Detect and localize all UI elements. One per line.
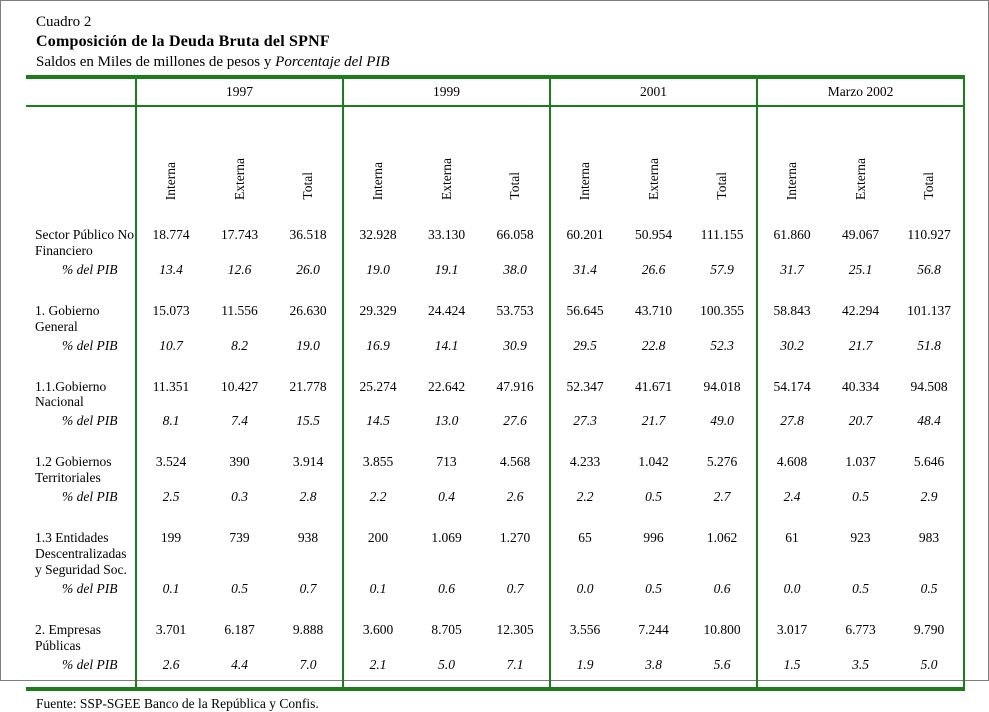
subcolumn-header-row — [26, 106, 964, 216]
pib-value-cell: 1.5 — [757, 655, 826, 689]
pib-value-cell: 0.7 — [506, 580, 524, 596]
subtitle-regular: Saldos en Miles de millones de pesos y — [36, 53, 276, 70]
pib-value-cell: 26.0 — [296, 261, 320, 277]
pib-value-cell: 14.1 — [434, 337, 459, 353]
value-cell: 3.017 — [757, 611, 826, 655]
value-cell: 11.556 — [221, 302, 258, 318]
pib-row-label: % del PIB — [62, 656, 118, 672]
pib-value-cell: 25.1 — [848, 261, 873, 277]
colhead-label: Externa — [231, 157, 247, 200]
colhead-label: Interna — [163, 161, 179, 200]
pib-value-cell: 30.9 — [503, 337, 527, 353]
pib-value-cell: 0.5 — [231, 580, 248, 596]
pib-value-cell: 13.4 — [136, 260, 205, 292]
pib-value-cell: 2.2 — [550, 487, 619, 519]
pib-value-cell: 0.1 — [136, 579, 205, 611]
colhead-label: Externa — [645, 157, 661, 200]
value-cell: 5.276 — [706, 454, 738, 470]
pib-value-cell: 20.7 — [848, 413, 873, 429]
value-cell: 1.042 — [638, 454, 669, 470]
colhead-label: Interna — [577, 161, 593, 200]
year-header-1997: 1997 — [136, 77, 343, 106]
pib-value-cell: 3.8 — [645, 656, 662, 672]
pib-value-cell: 49.0 — [710, 413, 734, 429]
value-cell: 3.556 — [550, 611, 619, 655]
value-cell: 3.600 — [343, 611, 412, 655]
pib-value-cell: 0.4 — [438, 489, 455, 505]
pib-value-cell: 13.0 — [434, 413, 459, 429]
pib-value-cell: 26.6 — [641, 261, 666, 277]
value-cell: 24.424 — [427, 302, 466, 318]
pib-value-cell: 5.0 — [895, 655, 964, 689]
value-cell: 54.174 — [757, 368, 826, 412]
pib-row-label: % del PIB — [62, 413, 118, 429]
pib-value-cell: 4.4 — [231, 656, 248, 672]
value-cell: 200 — [343, 519, 412, 579]
value-cell: 996 — [643, 530, 664, 546]
pib-value-cell: 8.2 — [231, 337, 248, 353]
colhead-total — [895, 106, 964, 216]
pib-value-cell: 5.6 — [713, 656, 731, 672]
colhead-interna — [343, 106, 412, 216]
colhead-label: Externa — [438, 157, 454, 200]
pib-row-label: % del PIB — [62, 261, 118, 277]
table-row-name-2 — [26, 368, 964, 412]
value-cell: 66.058 — [496, 226, 534, 242]
table-row-pib-0 — [26, 260, 964, 292]
value-cell: 22.642 — [427, 378, 466, 394]
pib-value-cell: 3.5 — [852, 656, 869, 672]
row-label: Sector Público No Financiero — [35, 226, 134, 258]
pib-value-cell: 0.6 — [438, 580, 455, 596]
colhead-label: Total — [300, 172, 316, 200]
row-label: 1.3 Entidades Descentralizadas y Seguridad Soc. — [35, 530, 127, 578]
value-cell: 26.630 — [289, 302, 327, 318]
pib-value-cell: 12.6 — [227, 261, 252, 277]
value-cell: 3.524 — [136, 443, 205, 487]
table-row-name-0 — [26, 216, 964, 260]
row-label: 2. Empresas Públicas — [35, 621, 101, 653]
value-cell: 10.427 — [220, 378, 259, 394]
pib-value-cell: 19.0 — [343, 260, 412, 292]
colhead-externa — [826, 106, 895, 216]
pib-value-cell: 16.9 — [343, 336, 412, 368]
pib-value-cell: 0.0 — [757, 579, 826, 611]
value-cell: 47.916 — [496, 378, 534, 394]
pib-value-cell: 21.7 — [641, 413, 666, 429]
value-cell: 7.244 — [638, 621, 669, 637]
value-cell: 5.646 — [895, 443, 964, 487]
pib-row-label: % del PIB — [62, 489, 118, 505]
pib-value-cell: 0.1 — [343, 579, 412, 611]
value-cell: 10.800 — [703, 621, 741, 637]
pib-value-cell: 0.5 — [852, 580, 869, 596]
value-cell: 3.914 — [292, 454, 324, 470]
value-cell: 938 — [297, 530, 319, 546]
row-label: 1.2 Gobiernos Territoriales — [35, 454, 112, 486]
value-cell: 60.201 — [550, 216, 619, 260]
value-cell: 58.843 — [757, 292, 826, 336]
pib-value-cell: 48.4 — [895, 411, 964, 443]
table-row-name-3 — [26, 443, 964, 487]
value-cell: 1.069 — [431, 530, 462, 546]
value-cell: 111.155 — [700, 226, 744, 242]
value-cell: 11.351 — [136, 368, 205, 412]
pib-value-cell: 0.3 — [231, 489, 248, 505]
pib-value-cell: 2.9 — [895, 487, 964, 519]
pib-value-cell: 1.9 — [550, 655, 619, 689]
pib-value-cell: 2.4 — [757, 487, 826, 519]
value-cell: 713 — [436, 454, 457, 470]
value-cell: 56.645 — [550, 292, 619, 336]
value-cell: 199 — [136, 519, 205, 579]
value-cell: 101.137 — [895, 292, 964, 336]
value-cell: 25.274 — [343, 368, 412, 412]
year-header-row — [26, 77, 964, 106]
colhead-total — [481, 106, 550, 216]
pib-value-cell: 0.7 — [299, 580, 317, 596]
colhead-interna — [757, 106, 826, 216]
value-cell: 61.860 — [757, 216, 826, 260]
pib-value-cell: 27.3 — [550, 411, 619, 443]
corner-cell — [26, 106, 136, 216]
colhead-label: Total — [714, 172, 730, 200]
title-block — [36, 13, 988, 72]
value-cell: 65 — [550, 519, 619, 579]
pib-value-cell: 0.5 — [895, 579, 964, 611]
pib-value-cell: 0.6 — [713, 580, 731, 596]
pib-value-cell: 21.7 — [848, 337, 873, 353]
value-cell: 8.705 — [431, 621, 462, 637]
value-cell: 9.790 — [895, 611, 964, 655]
value-cell: 923 — [850, 530, 871, 546]
colhead-interna — [550, 106, 619, 216]
colhead-label: Total — [921, 172, 937, 200]
value-cell: 983 — [895, 519, 964, 579]
table-row-name-5 — [26, 611, 964, 655]
pib-value-cell: 7.0 — [299, 656, 317, 672]
value-cell: 50.954 — [634, 226, 673, 242]
pib-value-cell: 38.0 — [503, 261, 527, 277]
pib-value-cell: 5.0 — [438, 656, 455, 672]
pib-value-cell: 2.7 — [713, 489, 731, 505]
colhead-label: Interna — [370, 161, 386, 200]
value-cell: 3.701 — [136, 611, 205, 655]
pib-row-label: % del PIB — [62, 580, 118, 596]
pib-value-cell: 29.5 — [550, 336, 619, 368]
value-cell: 12.305 — [496, 621, 534, 637]
subtitle-italic: Porcentaje del PIB — [275, 53, 390, 70]
pib-value-cell: 8.1 — [136, 411, 205, 443]
table-row-pib-3 — [26, 487, 964, 519]
pib-value-cell: 15.5 — [296, 413, 320, 429]
pib-value-cell: 51.8 — [895, 336, 964, 368]
colhead-externa — [619, 106, 688, 216]
value-cell: 6.187 — [224, 621, 255, 637]
corner-cell — [26, 77, 136, 106]
value-cell: 739 — [229, 530, 250, 546]
pib-value-cell: 2.1 — [343, 655, 412, 689]
table-row-pib-2 — [26, 411, 964, 443]
value-cell: 1.062 — [706, 530, 738, 546]
colhead-externa — [412, 106, 481, 216]
colhead-label: Externa — [852, 157, 868, 200]
table-number-label: Cuadro 2 — [36, 14, 92, 30]
colhead-interna — [136, 106, 205, 216]
year-header-2001: 2001 — [550, 77, 757, 106]
table-row-name-4 — [26, 519, 964, 579]
value-cell: 100.355 — [700, 302, 744, 318]
value-cell: 17.743 — [220, 226, 259, 242]
pib-value-cell: 19.0 — [296, 337, 320, 353]
pib-value-cell: 0.5 — [852, 489, 869, 505]
page-subtitle — [36, 53, 988, 72]
pib-value-cell: 27.8 — [757, 411, 826, 443]
value-cell: 33.130 — [427, 226, 466, 242]
value-cell: 4.568 — [499, 454, 531, 470]
pib-value-cell: 2.6 — [506, 489, 524, 505]
source-note: Fuente: SSP-SGEE Banco de la República y Confis. — [36, 695, 319, 711]
pib-value-cell: 2.6 — [136, 655, 205, 689]
value-cell: 43.710 — [634, 302, 673, 318]
value-cell: 32.928 — [343, 216, 412, 260]
pib-value-cell: 0.0 — [550, 579, 619, 611]
value-cell: 15.073 — [136, 292, 205, 336]
pib-value-cell: 31.7 — [757, 260, 826, 292]
page-title: Composición de la Deuda Bruta del SPNF — [36, 33, 330, 51]
colhead-total — [274, 106, 343, 216]
value-cell: 36.518 — [289, 226, 327, 242]
value-cell: 4.233 — [550, 443, 619, 487]
pib-value-cell: 14.5 — [343, 411, 412, 443]
value-cell: 49.067 — [841, 226, 880, 242]
pib-value-cell: 52.3 — [710, 337, 734, 353]
colhead-total — [688, 106, 757, 216]
table-row-pib-5 — [26, 655, 964, 689]
pib-value-cell: 30.2 — [757, 336, 826, 368]
value-cell: 18.774 — [136, 216, 205, 260]
colhead-externa — [205, 106, 274, 216]
value-cell: 9.888 — [292, 621, 324, 637]
value-cell: 52.347 — [550, 368, 619, 412]
pib-value-cell: 2.5 — [136, 487, 205, 519]
pib-value-cell: 7.1 — [506, 656, 524, 672]
table-row-pib-4 — [26, 579, 964, 611]
value-cell: 110.927 — [895, 216, 964, 260]
value-cell: 21.778 — [289, 378, 327, 394]
pib-value-cell: 2.8 — [299, 489, 317, 505]
value-cell: 94.018 — [703, 378, 741, 394]
colhead-label: Interna — [784, 161, 800, 200]
value-cell: 42.294 — [841, 302, 880, 318]
pib-value-cell: 19.1 — [434, 261, 459, 277]
row-label: 1.1.Gobierno Nacional — [35, 378, 107, 410]
pib-value-cell: 10.7 — [136, 336, 205, 368]
value-cell: 4.608 — [757, 443, 826, 487]
colhead-label: Total — [507, 172, 523, 200]
pib-value-cell: 7.4 — [231, 413, 248, 429]
table-row-pib-1 — [26, 336, 964, 368]
value-cell: 29.329 — [343, 292, 412, 336]
row-label: 1. Gobierno General — [35, 302, 100, 334]
pib-value-cell: 56.8 — [895, 260, 964, 292]
debt-composition-table — [26, 75, 965, 691]
pib-value-cell: 2.2 — [343, 487, 412, 519]
pib-value-cell: 27.6 — [503, 413, 527, 429]
pib-row-label: % del PIB — [62, 337, 118, 353]
value-cell: 3.855 — [343, 443, 412, 487]
table-row-name-1 — [26, 292, 964, 336]
value-cell: 94.508 — [895, 368, 964, 412]
value-cell: 390 — [229, 454, 250, 470]
value-cell: 1.037 — [845, 454, 876, 470]
table-body — [26, 216, 964, 689]
value-cell: 6.773 — [845, 621, 876, 637]
value-cell: 41.671 — [634, 378, 673, 394]
pib-value-cell: 57.9 — [710, 261, 734, 277]
value-cell: 61 — [757, 519, 826, 579]
year-header-1999: 1999 — [343, 77, 550, 106]
pib-value-cell: 0.5 — [645, 580, 662, 596]
pib-value-cell: 31.4 — [550, 260, 619, 292]
pib-value-cell: 22.8 — [641, 337, 666, 353]
value-cell: 40.334 — [841, 378, 880, 394]
value-cell: 1.270 — [499, 530, 531, 546]
value-cell: 53.753 — [496, 302, 534, 318]
year-header-marzo-2002: Marzo 2002 — [757, 77, 964, 106]
pib-value-cell: 0.5 — [645, 489, 662, 505]
